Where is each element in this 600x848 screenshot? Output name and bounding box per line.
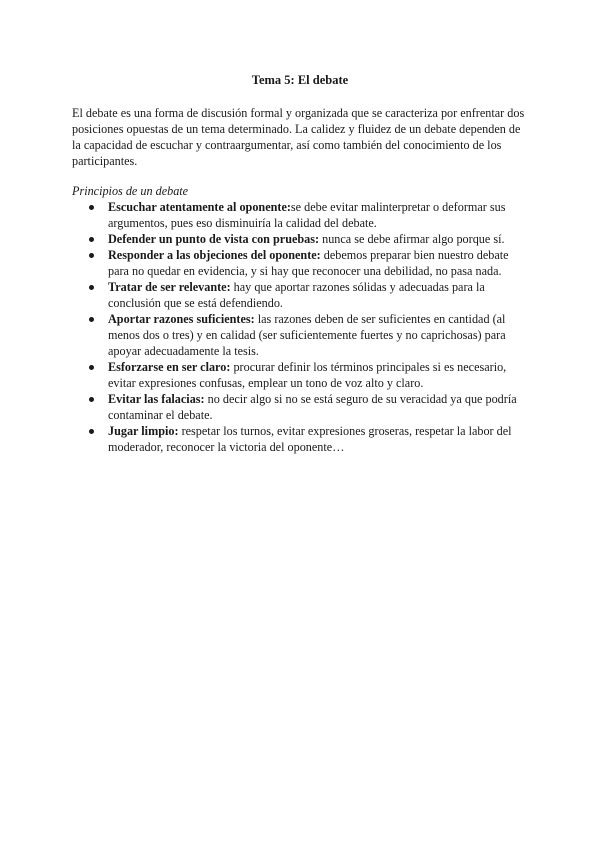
principle-term: Aportar razones suficientes: (108, 312, 255, 326)
principle-text: respetar los turnos, evitar expresiones groseras, respetar la labor del moderador, reconocer la victoria del oponente… (108, 424, 512, 454)
list-item (72, 311, 532, 359)
principle-text: hay que aportar razones sólidas y adecuadas para la conclusión que se está defendiendo. (108, 280, 485, 310)
principle-text: debemos preparar bien nuestro debate para no quedar en evidencia, y si hay que reconocer una debilidad, no pasa nada. (108, 248, 509, 278)
document-title: Tema 5: El debate (251, 73, 349, 87)
bullet-icon (89, 365, 94, 370)
principle-term: Esforzarse en ser claro: (108, 360, 231, 374)
list-item (72, 391, 532, 423)
bullet-icon (89, 237, 94, 242)
principle-term: Responder a las objeciones del oponente: (108, 248, 321, 262)
principle-term: Evitar las falacias: (108, 392, 205, 406)
list-item (72, 279, 532, 311)
bullet-icon (89, 285, 94, 290)
list-item (72, 199, 532, 231)
principle-term: Tratar de ser relevante: (108, 280, 231, 294)
list-item (72, 359, 532, 391)
bullet-icon (89, 205, 94, 210)
list-item (72, 231, 532, 247)
principle-term: Escuchar atentamente al oponente: (108, 200, 291, 214)
bullet-icon (89, 253, 94, 258)
intro-paragraph: El debate es una forma de discusión formal y organizada que se caracteriza por enfrentar dos posiciones opuestas de un tema determinado. La calidez y fluidez de un debate dependen de la capacidad de escuchar y contraargumentar, así como también del conocimiento de los participantes. (72, 106, 525, 168)
principle-text: no decir algo si no se está seguro de su veracidad ya que podría contaminar el debate. (108, 392, 517, 422)
principles-list (72, 199, 532, 455)
bullet-icon (89, 397, 94, 402)
principle-term: Jugar limpio: (108, 424, 179, 438)
section-subtitle: Principios de un debate (72, 184, 189, 198)
principle-term: Defender un punto de vista con pruebas: (108, 232, 320, 246)
principle-text: procurar definir los términos principales si es necesario, evitar expresiones confusas, emplear un tono de voz alto y claro. (108, 360, 507, 390)
principle-text: las razones deben de ser suficientes en cantidad (al menos dos o tres) y en calidad (ser suficientemente fuertes y no caprichosas) para apoyar adecuadamente la tesis. (108, 312, 506, 358)
principle-text: nunca se debe afirmar algo porque sí. (319, 232, 505, 246)
principle-text: se debe evitar malinterpretar o deformar sus argumentos, pues eso disminuiría la calidad del debate. (108, 200, 506, 230)
list-item (72, 423, 532, 455)
bullet-icon (89, 429, 94, 434)
list-item (72, 247, 532, 279)
bullet-icon (89, 317, 94, 322)
